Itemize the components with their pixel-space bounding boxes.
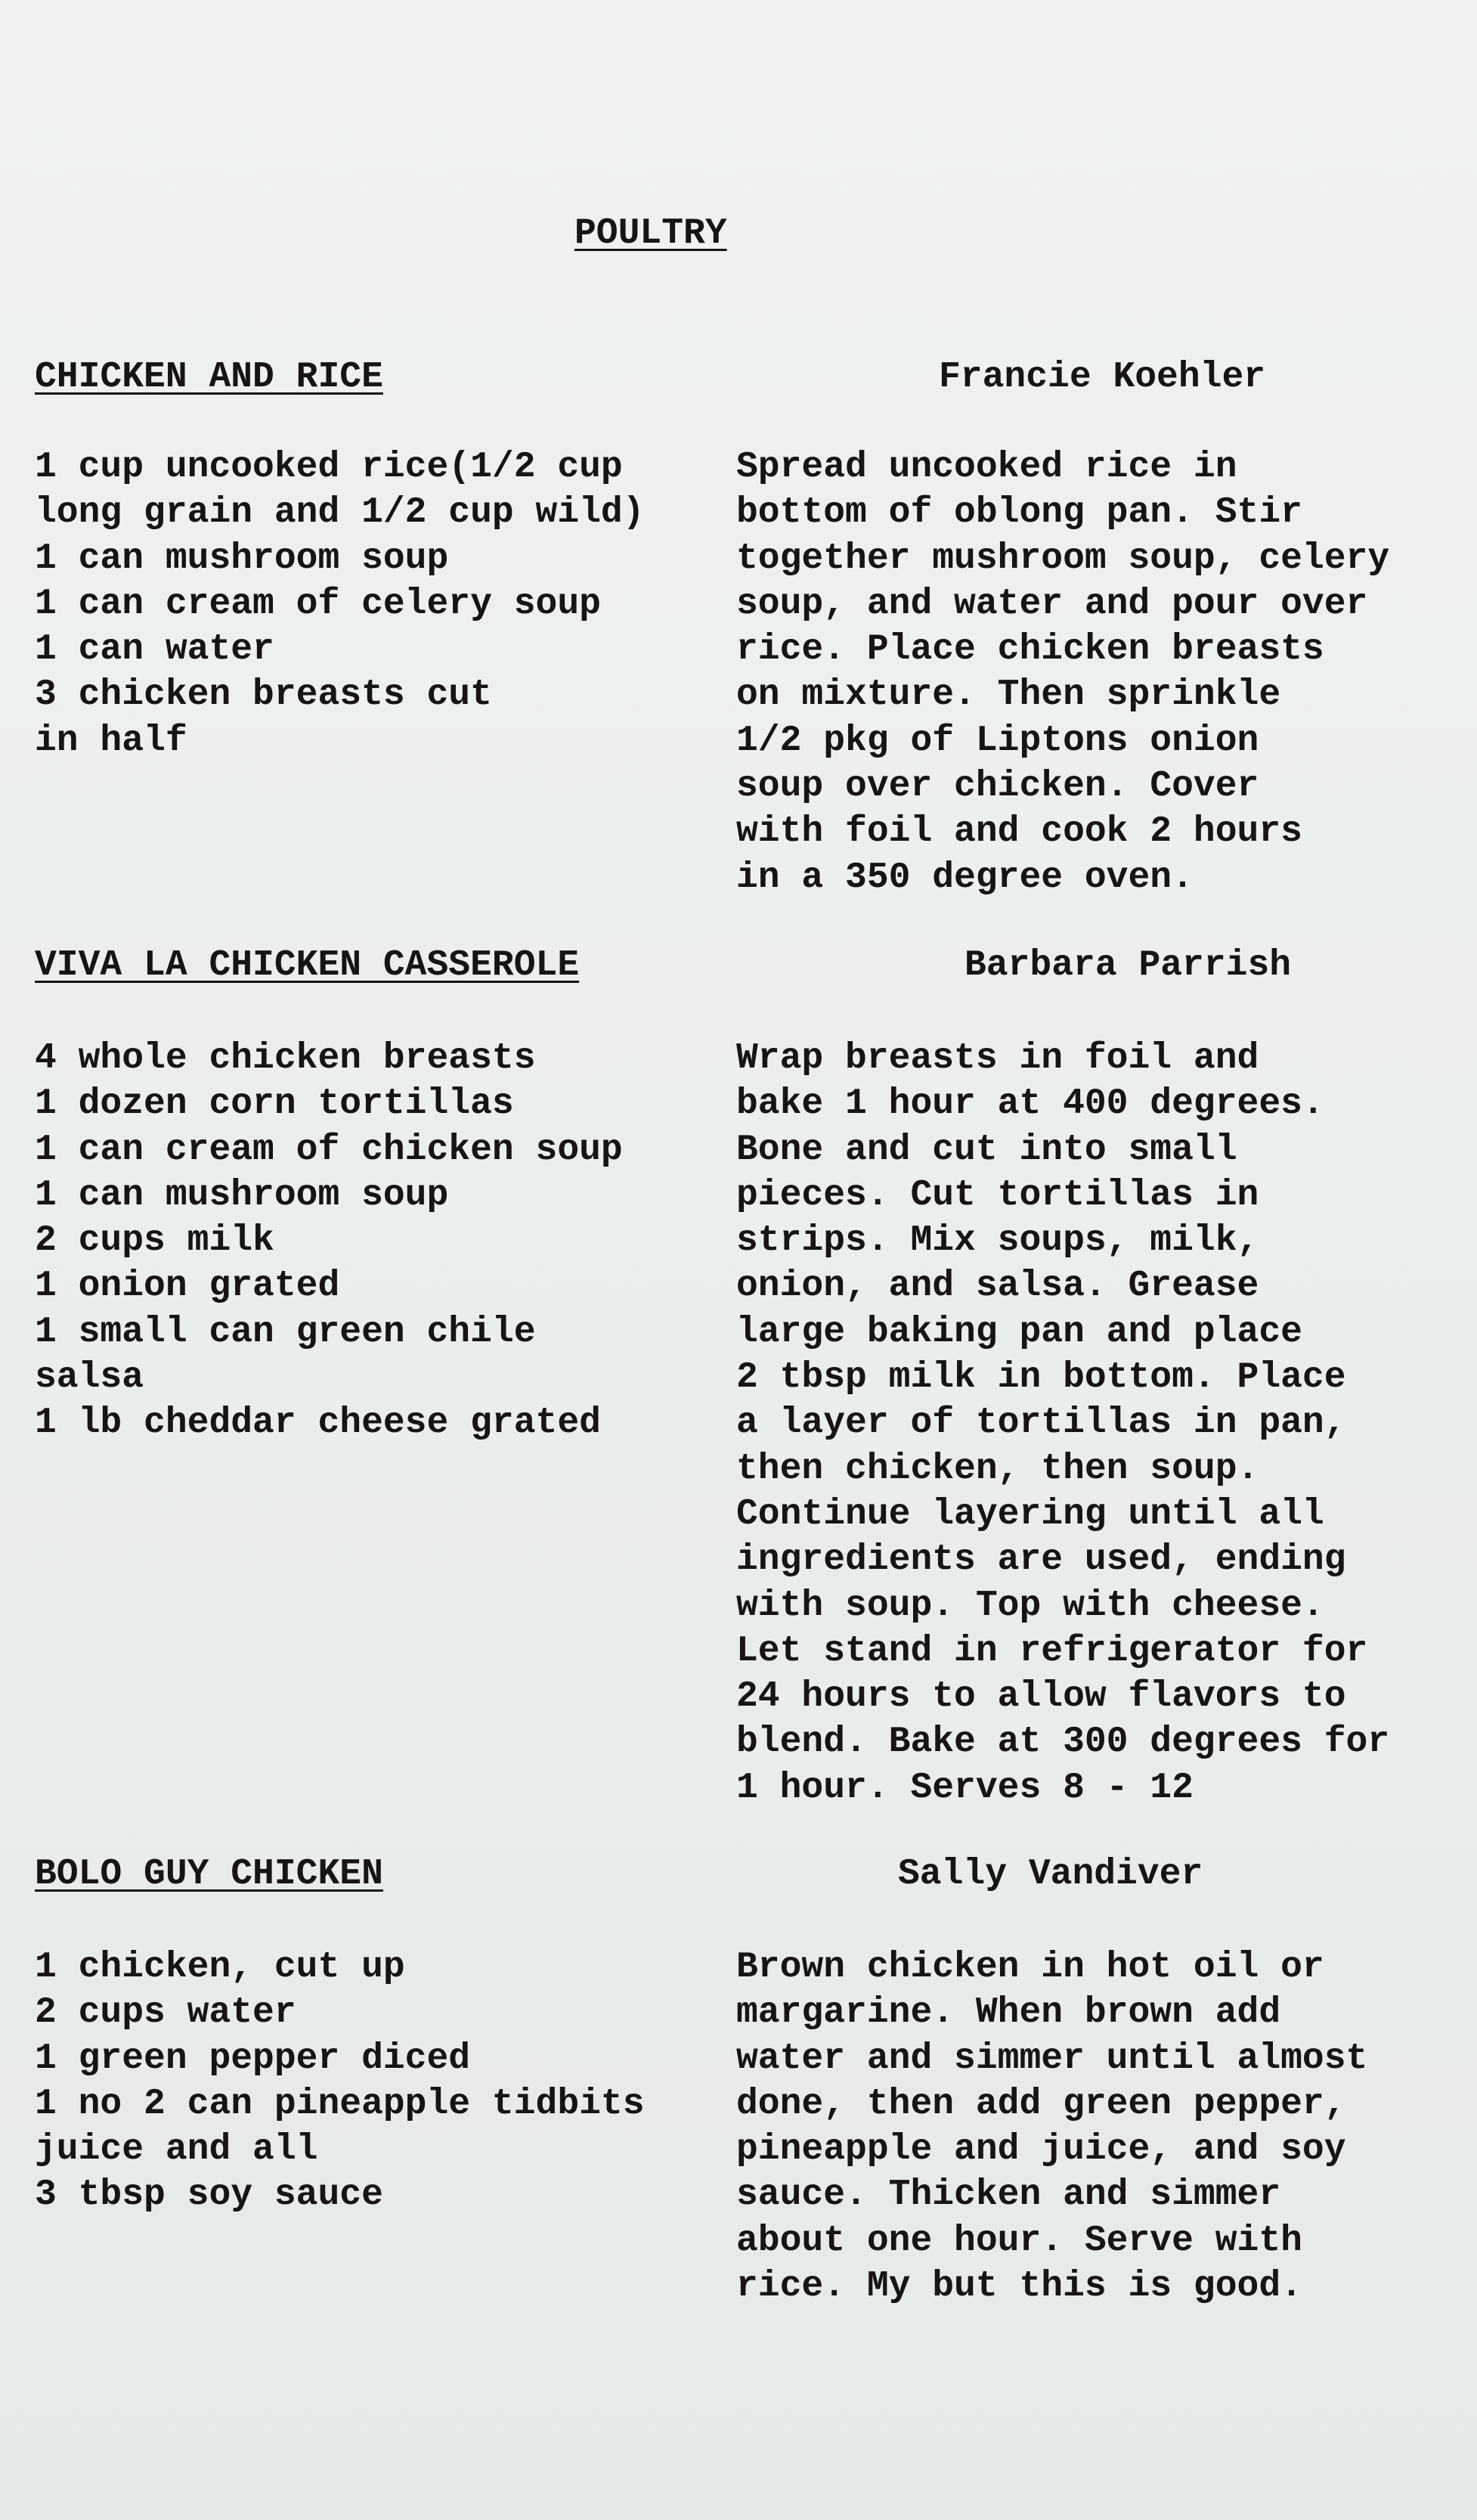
ingredient-line: 1 can mushroom soup — [35, 1174, 449, 1216]
ingredient-line: 1 can cream of celery soup — [35, 583, 601, 625]
direction-line: bake 1 hour at 400 degrees. — [736, 1083, 1324, 1125]
ingredient-line: 2 cups water — [35, 1992, 296, 2034]
directions-text — [736, 445, 1389, 900]
ingredient-line: 1 can mushroom soup — [35, 538, 449, 579]
direction-line: on mixture. Then sprinkle — [736, 674, 1281, 716]
ingredient-line: 3 chicken breasts cut — [35, 674, 492, 716]
direction-line: large baking pan and place — [736, 1311, 1302, 1353]
ingredient-line: 1 can cream of chicken soup — [35, 1129, 623, 1170]
ingredient-line: juice and all — [35, 2129, 318, 2171]
recipe-author: Francie Koehler — [939, 357, 1266, 398]
ingredient-line: salsa — [35, 1357, 144, 1399]
direction-line: sauce. Thicken and simmer — [736, 2174, 1281, 2216]
direction-line: Wrap breasts in foil and — [736, 1038, 1259, 1079]
direction-line: Spread uncooked rice in — [736, 447, 1237, 488]
directions-text — [736, 1945, 1367, 2309]
direction-line: bottom of oblong pan. Stir — [736, 492, 1302, 534]
direction-line: 2 tbsp milk in bottom. Place — [736, 1357, 1346, 1399]
direction-line: rice. My but this is good. — [736, 2266, 1302, 2308]
ingredient-list — [35, 1945, 645, 2218]
direction-line: 24 hours to allow flavors to — [736, 1676, 1346, 1718]
ingredient-list — [35, 1036, 623, 1446]
direction-line: rice. Place chicken breasts — [736, 629, 1324, 671]
ingredient-line: 4 whole chicken breasts — [35, 1038, 536, 1079]
recipe-title: CHICKEN AND RICE — [35, 357, 383, 398]
direction-line: water and simmer until almost — [736, 2038, 1368, 2079]
direction-line: with foil and cook 2 hours — [736, 811, 1302, 853]
recipe-author: Sally Vandiver — [898, 1854, 1203, 1895]
direction-line: onion, and salsa. Grease — [736, 1266, 1259, 1307]
direction-line: soup over chicken. Cover — [736, 766, 1259, 807]
ingredient-line: long grain and 1/2 cup wild) — [35, 492, 645, 534]
direction-line: blend. Bake at 300 degrees for — [736, 1722, 1390, 1763]
direction-line: strips. Mix soups, milk, — [736, 1220, 1259, 1262]
direction-line: Brown chicken in hot oil or — [736, 1947, 1324, 1988]
ingredient-line: 1 chicken, cut up — [35, 1947, 405, 1988]
direction-line: Continue layering until all — [736, 1493, 1324, 1535]
directions-text — [736, 1036, 1389, 1811]
direction-line: about one hour. Serve with — [736, 2220, 1302, 2261]
direction-line: 1/2 pkg of Liptons onion — [736, 720, 1259, 761]
recipe-author: Barbara Parrish — [965, 945, 1292, 986]
page-title: POULTRY — [574, 213, 727, 254]
ingredient-line: 1 lb cheddar cheese grated — [35, 1403, 601, 1444]
ingredient-line: 1 small can green chile — [35, 1311, 536, 1353]
ingredient-line: 1 dozen corn tortillas — [35, 1083, 514, 1125]
direction-line: soup, and water and pour over — [736, 583, 1368, 625]
direction-line: Let stand in refrigerator for — [736, 1630, 1368, 1672]
recipe-title: VIVA LA CHICKEN CASSEROLE — [35, 945, 580, 986]
ingredient-line: 1 onion grated — [35, 1266, 340, 1307]
ingredient-line: 3 tbsp soy sauce — [35, 2174, 383, 2216]
direction-line: margarine. When brown add — [736, 1992, 1281, 2034]
ingredient-line: 1 no 2 can pineapple tidbits — [35, 2083, 645, 2125]
direction-line: 1 hour. Serves 8 - 12 — [736, 1767, 1194, 1809]
ingredient-line: 1 green pepper diced — [35, 2038, 471, 2079]
direction-line: together mushroom soup, celery — [736, 538, 1390, 579]
direction-line: then chicken, then soup. — [736, 1448, 1259, 1489]
ingredient-line: 2 cups milk — [35, 1220, 274, 1262]
direction-line: a layer of tortillas in pan, — [736, 1403, 1346, 1444]
direction-line: in a 350 degree oven. — [736, 857, 1194, 898]
recipe-title: BOLO GUY CHICKEN — [35, 1854, 383, 1895]
ingredient-line: 1 cup uncooked rice(1/2 cup — [35, 447, 623, 488]
ingredient-line: in half — [35, 720, 187, 761]
direction-line: done, then add green pepper, — [736, 2083, 1346, 2125]
direction-line: with soup. Top with cheese. — [736, 1585, 1324, 1626]
direction-line: pineapple and juice, and soy — [736, 2129, 1346, 2171]
direction-line: Bone and cut into small — [736, 1129, 1237, 1170]
ingredient-line: 1 can water — [35, 629, 274, 671]
direction-line: pieces. Cut tortillas in — [736, 1174, 1259, 1216]
direction-line: ingredients are used, ending — [736, 1539, 1346, 1581]
ingredient-list — [35, 445, 645, 764]
